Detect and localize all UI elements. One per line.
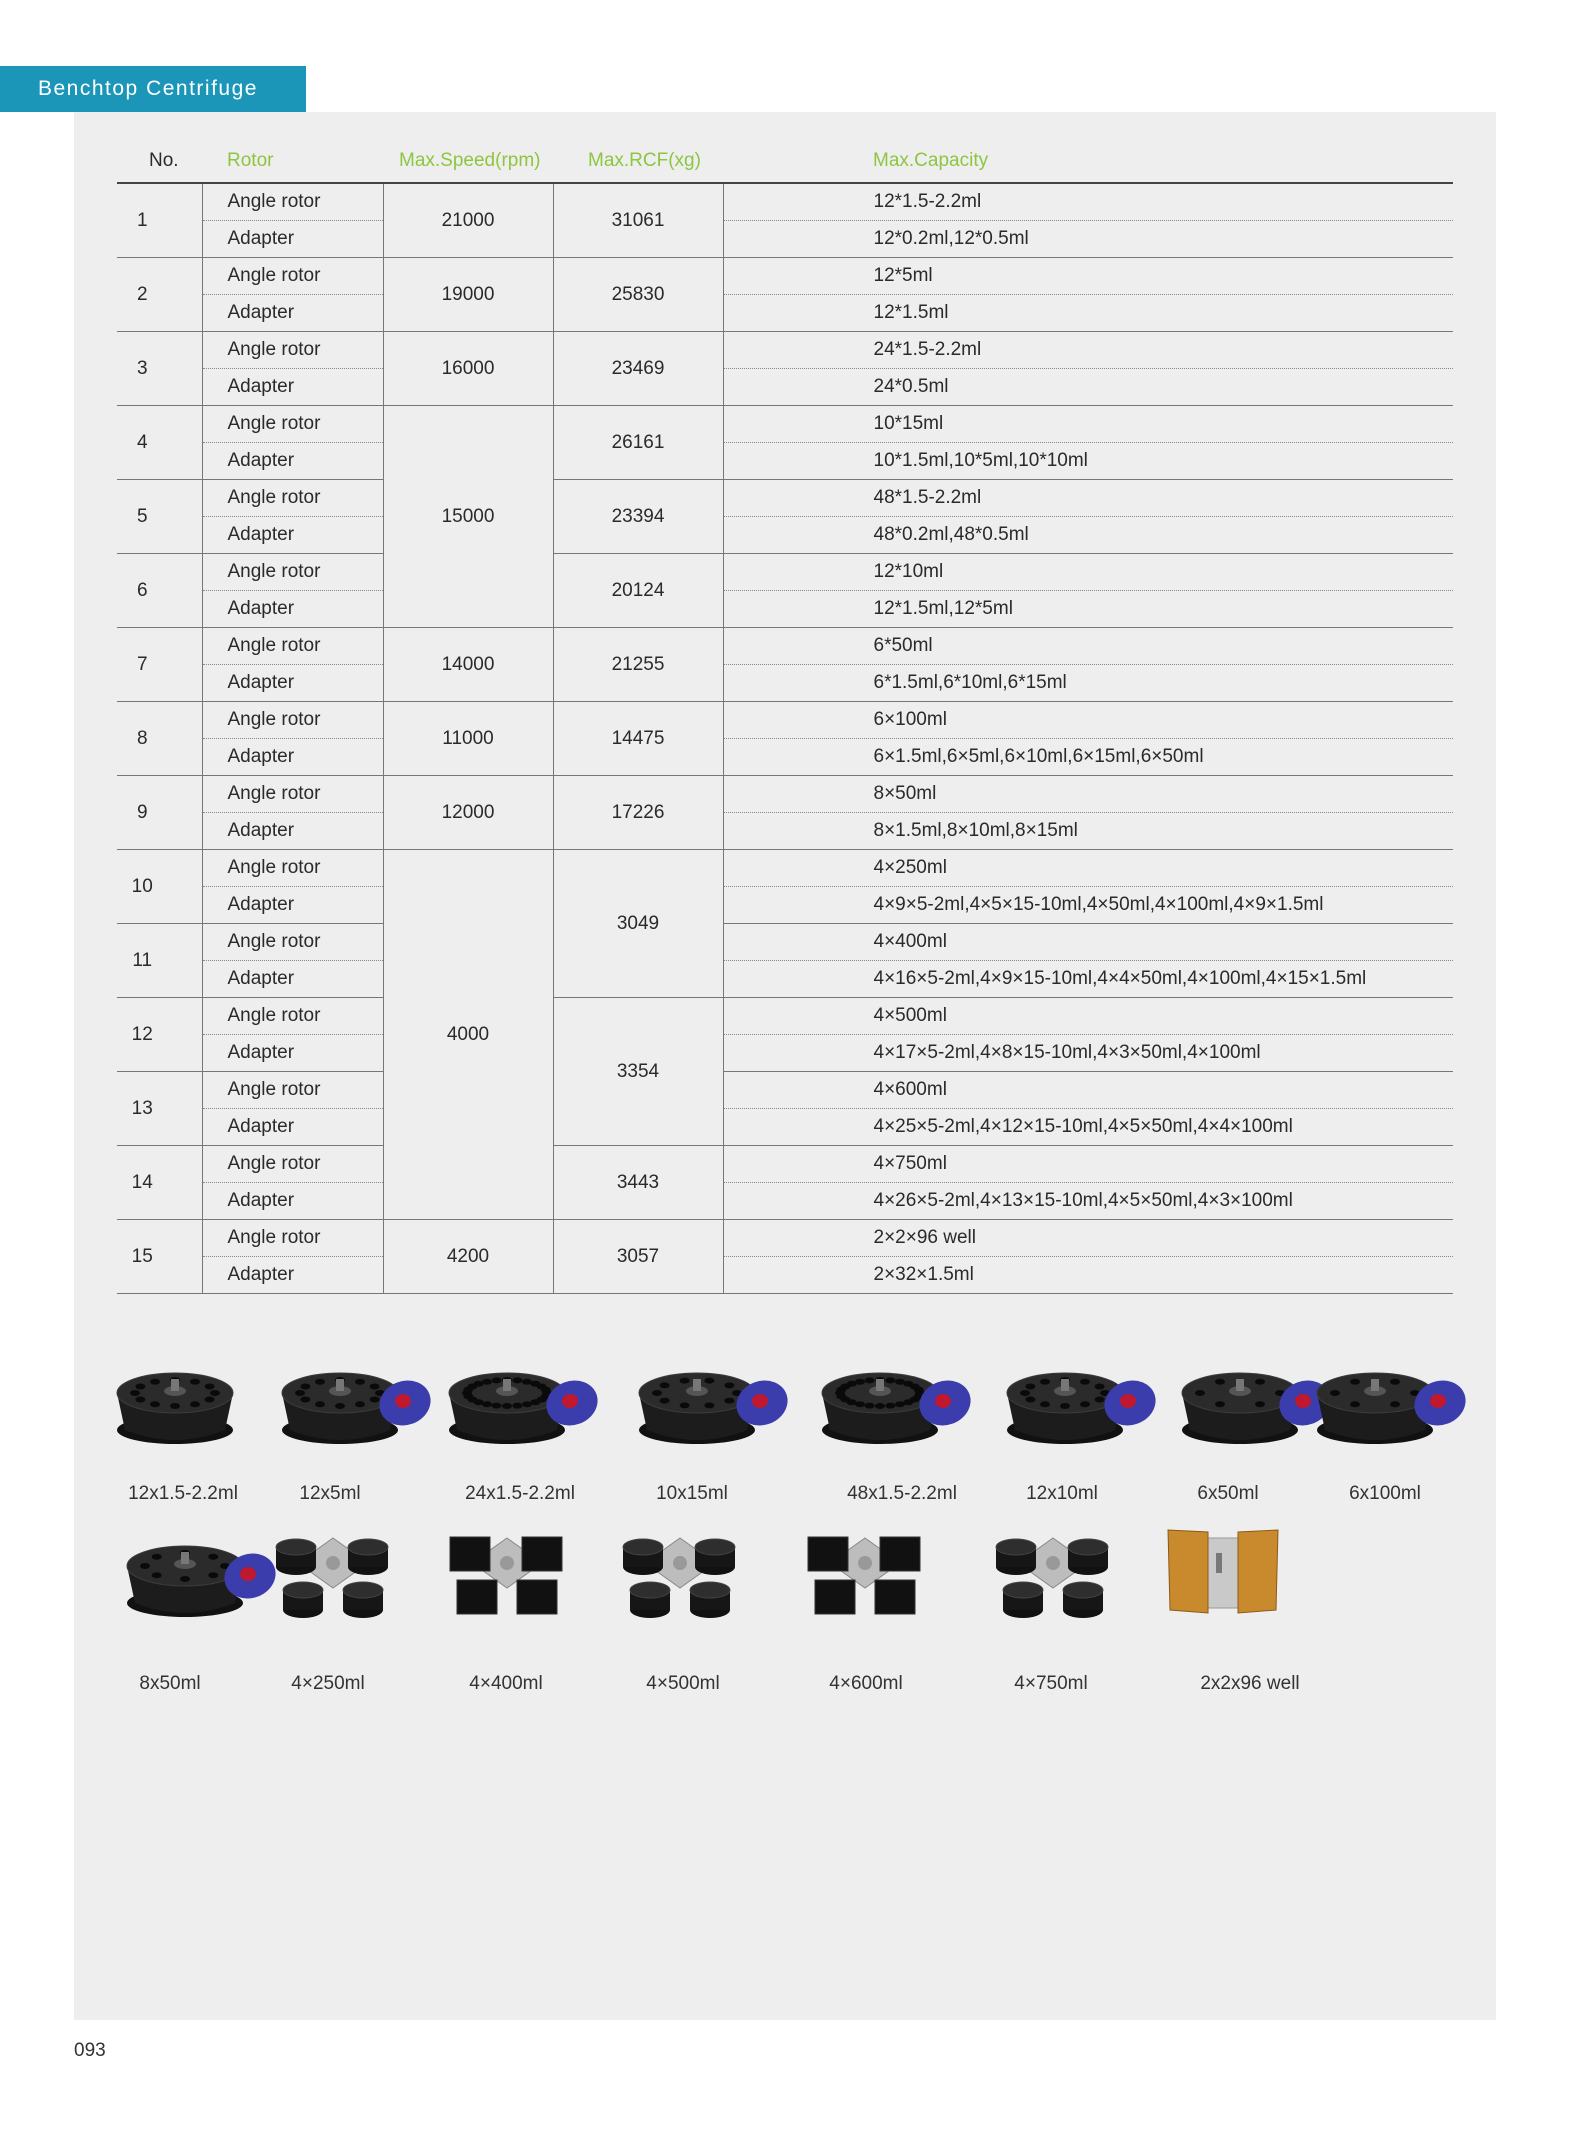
capacity-adapter-cell: 4×25×5-2ml,4×12×15-10ml,4×5×50ml,4×4×100ml <box>723 1109 1453 1146</box>
rotor-type-adapter: Adapter <box>202 1183 383 1220</box>
row-number: 2 <box>117 258 202 332</box>
max-rcf-cell: 23394 <box>553 480 723 554</box>
capacity-adapter-cell: 12*1.5ml,12*5ml <box>723 591 1453 628</box>
rotor-photo <box>790 1518 940 1628</box>
row-number: 8 <box>117 702 202 776</box>
rotor-type-angle: Angle rotor <box>202 258 383 295</box>
rotor-type-adapter: Adapter <box>202 221 383 258</box>
rotor-type-adapter: Adapter <box>202 517 383 554</box>
rotor-type-angle: Angle rotor <box>202 702 383 739</box>
capacity-rotor-cell: 4×400ml <box>723 924 1453 961</box>
max-rcf-cell: 31061 <box>553 183 723 258</box>
rotor-photo <box>990 1345 1160 1455</box>
max-speed-cell: 15000 <box>383 406 553 628</box>
row-number: 7 <box>117 628 202 702</box>
rotor-caption: 8x50ml <box>139 1673 201 1694</box>
rotor-type-angle: Angle rotor <box>202 332 383 369</box>
rotor-caption: 24x1.5-2.2ml <box>465 1483 575 1504</box>
rotor-caption: 6x50ml <box>1197 1483 1259 1504</box>
rotor-caption: 10x15ml <box>656 1483 728 1504</box>
capacity-adapter-cell: 4×9×5-2ml,4×5×15-10ml,4×50ml,4×100ml,4×9×1.5ml <box>723 887 1453 924</box>
capacity-rotor-cell: 12*1.5-2.2ml <box>723 183 1453 221</box>
rotor-type-angle: Angle rotor <box>202 1220 383 1257</box>
page-number: 093 <box>74 2040 106 2061</box>
rotor-photo <box>265 1345 435 1455</box>
row-number: 11 <box>117 924 202 998</box>
capacity-adapter-cell: 4×17×5-2ml,4×8×15-10ml,4×3×50ml,4×100ml <box>723 1035 1453 1072</box>
section-tab: Benchtop Centrifuge <box>0 66 306 112</box>
capacity-adapter-cell: 48*0.2ml,48*0.5ml <box>723 517 1453 554</box>
max-rcf-cell: 3057 <box>553 1220 723 1294</box>
rotor-type-angle: Angle rotor <box>202 924 383 961</box>
rotor-type-angle: Angle rotor <box>202 998 383 1035</box>
max-speed-cell: 16000 <box>383 332 553 406</box>
max-rcf-cell: 3354 <box>553 998 723 1146</box>
rotor-type-adapter: Adapter <box>202 369 383 406</box>
rotor-photo <box>978 1518 1128 1628</box>
max-rcf-cell: 14475 <box>553 702 723 776</box>
capacity-adapter-cell: 12*1.5ml <box>723 295 1453 332</box>
capacity-adapter-cell: 6*1.5ml,6*10ml,6*15ml <box>723 665 1453 702</box>
max-rcf-cell: 26161 <box>553 406 723 480</box>
max-speed-cell: 21000 <box>383 183 553 258</box>
header-no: No. <box>117 140 202 183</box>
rotor-type-angle: Angle rotor <box>202 554 383 591</box>
max-speed-cell: 4200 <box>383 1220 553 1294</box>
rotor-photo <box>100 1345 270 1455</box>
capacity-adapter-cell: 12*0.2ml,12*0.5ml <box>723 221 1453 258</box>
row-number: 12 <box>117 998 202 1072</box>
rotor-caption: 4×250ml <box>291 1673 365 1694</box>
rotor-type-angle: Angle rotor <box>202 776 383 813</box>
header-rotor: Rotor <box>202 140 383 183</box>
capacity-adapter-cell: 2×32×1.5ml <box>723 1257 1453 1294</box>
capacity-rotor-cell: 4×250ml <box>723 850 1453 887</box>
row-number: 3 <box>117 332 202 406</box>
rotor-type-angle: Angle rotor <box>202 628 383 665</box>
rotor-caption: 4×400ml <box>469 1673 543 1694</box>
max-speed-cell: 4000 <box>383 850 553 1220</box>
rotor-photo <box>258 1518 408 1628</box>
rotor-type-angle: Angle rotor <box>202 480 383 517</box>
rotor-type-adapter: Adapter <box>202 739 383 776</box>
row-number: 10 <box>117 850 202 924</box>
rotor-photo <box>1158 1518 1288 1628</box>
row-number: 13 <box>117 1072 202 1146</box>
capacity-rotor-cell: 48*1.5-2.2ml <box>723 480 1453 517</box>
max-rcf-cell: 25830 <box>553 258 723 332</box>
capacity-rotor-cell: 12*5ml <box>723 258 1453 295</box>
capacity-rotor-cell: 4×500ml <box>723 998 1453 1035</box>
max-rcf-cell: 20124 <box>553 554 723 628</box>
rotor-caption: 2x2x96 well <box>1200 1673 1300 1694</box>
rotor-caption: 6x100ml <box>1349 1483 1421 1504</box>
capacity-adapter-cell: 8×1.5ml,8×10ml,8×15ml <box>723 813 1453 850</box>
header-capacity: Max.Capacity <box>723 140 1453 183</box>
rotor-type-adapter: Adapter <box>202 887 383 924</box>
rotor-type-adapter: Adapter <box>202 1035 383 1072</box>
row-number: 4 <box>117 406 202 480</box>
capacity-adapter-cell: 4×16×5-2ml,4×9×15-10ml,4×4×50ml,4×100ml,4×15×1.5ml <box>723 961 1453 998</box>
capacity-rotor-cell: 8×50ml <box>723 776 1453 813</box>
max-rcf-cell: 21255 <box>553 628 723 702</box>
rotor-type-adapter: Adapter <box>202 961 383 998</box>
max-speed-cell: 14000 <box>383 628 553 702</box>
capacity-adapter-cell: 24*0.5ml <box>723 369 1453 406</box>
rotor-caption: 12x5ml <box>299 1483 361 1504</box>
row-number: 6 <box>117 554 202 628</box>
capacity-adapter-cell: 4×26×5-2ml,4×13×15-10ml,4×5×50ml,4×3×100ml <box>723 1183 1453 1220</box>
rotor-caption: 48x1.5-2.2ml <box>847 1483 957 1504</box>
capacity-adapter-cell: 6×1.5ml,6×5ml,6×10ml,6×15ml,6×50ml <box>723 739 1453 776</box>
rotor-caption: 12x10ml <box>1026 1483 1098 1504</box>
row-number: 15 <box>117 1220 202 1294</box>
row-number: 14 <box>117 1146 202 1220</box>
rotor-caption: 4×600ml <box>829 1673 903 1694</box>
header-speed: Max.Speed(rpm) <box>383 140 553 183</box>
rotor-type-angle: Angle rotor <box>202 406 383 443</box>
rotor-type-adapter: Adapter <box>202 665 383 702</box>
rotor-photo <box>1300 1345 1470 1455</box>
capacity-rotor-cell: 6*50ml <box>723 628 1453 665</box>
capacity-rotor-cell: 24*1.5-2.2ml <box>723 332 1453 369</box>
rotor-type-adapter: Adapter <box>202 591 383 628</box>
rotor-photo <box>432 1518 582 1628</box>
rotor-type-angle: Angle rotor <box>202 1072 383 1109</box>
header-rcf: Max.RCF(xg) <box>553 140 723 183</box>
max-speed-cell: 12000 <box>383 776 553 850</box>
max-speed-cell: 11000 <box>383 702 553 776</box>
rotor-caption: 4×500ml <box>646 1673 720 1694</box>
capacity-rotor-cell: 10*15ml <box>723 406 1453 443</box>
capacity-rotor-cell: 2×2×96 well <box>723 1220 1453 1257</box>
rotor-type-adapter: Adapter <box>202 295 383 332</box>
capacity-rotor-cell: 4×750ml <box>723 1146 1453 1183</box>
rotor-type-adapter: Adapter <box>202 1109 383 1146</box>
max-speed-cell: 19000 <box>383 258 553 332</box>
rotor-photo <box>605 1518 755 1628</box>
rotor-type-adapter: Adapter <box>202 1257 383 1294</box>
row-number: 9 <box>117 776 202 850</box>
rotor-type-angle: Angle rotor <box>202 183 383 221</box>
max-rcf-cell: 17226 <box>553 776 723 850</box>
rotor-photo <box>622 1345 792 1455</box>
capacity-rotor-cell: 6×100ml <box>723 702 1453 739</box>
rotor-photo <box>805 1345 975 1455</box>
rotor-type-adapter: Adapter <box>202 813 383 850</box>
rotor-type-angle: Angle rotor <box>202 1146 383 1183</box>
rotor-photo <box>432 1345 602 1455</box>
rotor-type-adapter: Adapter <box>202 443 383 480</box>
rotor-caption: 12x1.5-2.2ml <box>128 1483 238 1504</box>
max-rcf-cell: 23469 <box>553 332 723 406</box>
max-rcf-cell: 3049 <box>553 850 723 998</box>
max-rcf-cell: 3443 <box>553 1146 723 1220</box>
capacity-adapter-cell: 10*1.5ml,10*5ml,10*10ml <box>723 443 1453 480</box>
row-number: 1 <box>117 183 202 258</box>
rotor-caption: 4×750ml <box>1014 1673 1088 1694</box>
capacity-rotor-cell: 4×600ml <box>723 1072 1453 1109</box>
rotor-photo <box>110 1518 280 1628</box>
row-number: 5 <box>117 480 202 554</box>
capacity-rotor-cell: 12*10ml <box>723 554 1453 591</box>
rotor-type-angle: Angle rotor <box>202 850 383 887</box>
